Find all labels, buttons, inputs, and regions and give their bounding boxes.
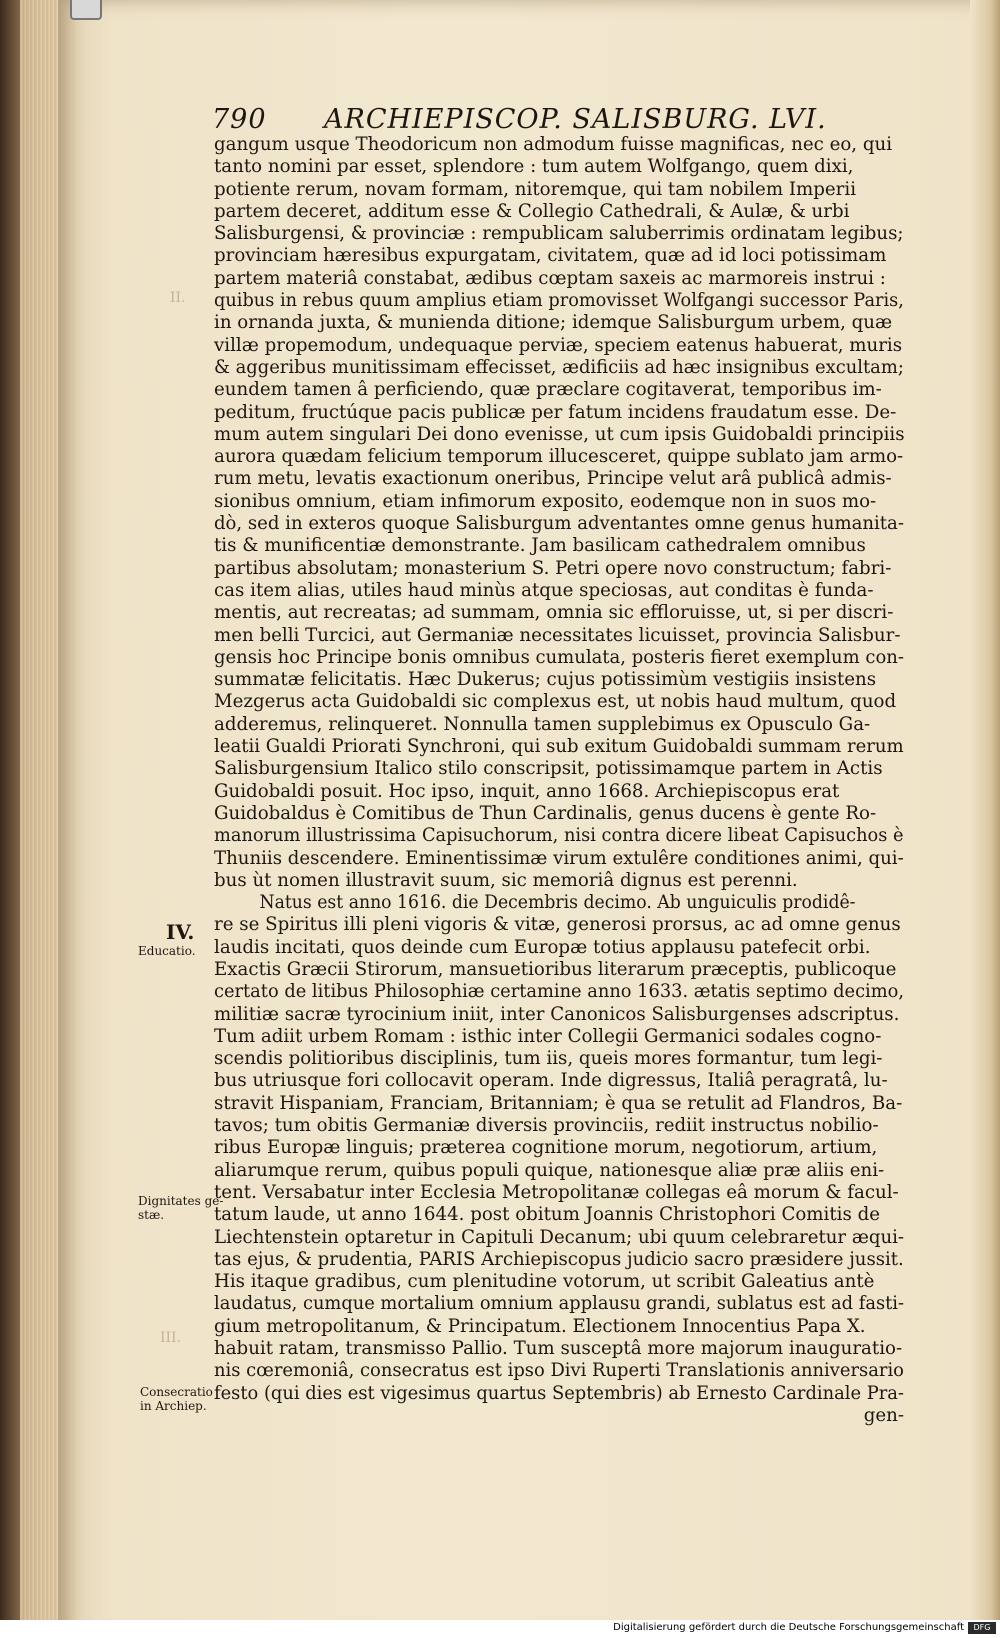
text-line: gensis hoc Principe bonis omnibus cumulata, posteris fieret exemplum con- xyxy=(214,646,904,668)
text-line: aliarumque rerum, quibus populi quique, nationesque aliæ præ aliis eni- xyxy=(214,1159,885,1181)
margin-note-educatio: Educatio. xyxy=(138,944,196,958)
margin-note-dignitates xyxy=(138,1194,223,1222)
text-line: men belli Turcici, aut Germaniæ necessitates licuisset, provincia Salisbur- xyxy=(214,624,901,646)
text-line: laudatus, cumque mortalium omnium applausu grandi, sublatus est ad fasti- xyxy=(214,1293,904,1315)
text-line: bus ùt nomen illustravit suum, sic memoriâ dignus est perenni. xyxy=(214,869,798,891)
text-line: manorum illustrissima Capisuchorum, nisi contra dicere libeat Capisuchos è xyxy=(214,825,904,847)
text-line: Guidobaldus è Comitibus de Thun Cardinalis, genus ducens è gente Ro- xyxy=(214,802,877,824)
text-line: nis cœremoniâ, consecratus est ipso Divi Ruperti Translationis anniversario xyxy=(214,1360,904,1382)
text-line: certato de litibus Philosophiæ certamine anno 1633. ætatis septimo decimo, xyxy=(214,981,905,1003)
dfg-logo: DFG xyxy=(968,1622,996,1634)
text-line: peditum, fructúque pacis publicæ per fatum incidens fraudatum esse. De- xyxy=(214,401,897,423)
text-line: tas ejus, & prudentia, PARIS Archiepiscopus judicio sacro præsidere jussit. xyxy=(214,1248,904,1270)
bleed-through-mark: II. xyxy=(170,290,186,306)
text-line: Liechtenstein optaretur in Capituli Decanum; ubi quum celebraretur æqui- xyxy=(214,1226,905,1248)
footer-credit: Digitalisierung gefördert durch die Deutsche Forschungsgemeinschaft xyxy=(613,1622,964,1633)
page-number: 790 xyxy=(212,104,267,135)
text-line: militiæ sacræ tyrocinium iniit, inter Canonicos Salisburgenses adscriptus. xyxy=(214,1003,900,1025)
body-text xyxy=(214,134,904,1427)
text-line: ribus Europæ linguis; præterea cognitione morum, negotiorum, artium, xyxy=(214,1137,878,1159)
page-right-edge xyxy=(970,0,1000,1638)
text-line: scendis politioribus disciplinis, tum iis, queis mores formantur, tum legi- xyxy=(214,1048,883,1070)
text-line: Mezgerus acta Guidobaldi sic complexus est, ut nobis haud multum, quod xyxy=(214,691,897,713)
text-line: tent. Versabatur inter Ecclesia Metropolitanæ collegas eâ morum & facul- xyxy=(214,1181,899,1203)
text-line: gangum usque Theodoricum non admodum fuisse magnificas, nec eo, qui xyxy=(214,134,893,155)
text-line: Thuniis descendere. Eminentissimæ virum extulêre conditiones animi, qui- xyxy=(214,847,904,869)
text-line: rum metu, levatis exactionum oneribus, Principe velut arâ publicâ admis- xyxy=(214,468,892,490)
margin-note-consecratio xyxy=(140,1385,213,1413)
margin-note-line: Dignitates ge- xyxy=(138,1194,224,1208)
section-number: IV. xyxy=(166,920,195,944)
text-line: mentis, aut recreatas; ad summam, omnia sic effloruisse, ut, si per discri- xyxy=(214,602,894,624)
page-stack-edge xyxy=(20,0,60,1638)
text-line: provinciam hæresibus expurgatam, civitatem, quæ ad id loci potissimam xyxy=(214,245,887,267)
running-title: ARCHIEPISCOP. SALISBURG. LVI. xyxy=(324,104,827,135)
page-header xyxy=(212,104,832,138)
text-line: leatii Gualdi Priorati Synchroni, qui sub exitum Guidobaldi summam rerum xyxy=(214,736,904,758)
text-line: potiente rerum, novam formam, nitoremque, qui tam nobilem Imperii xyxy=(214,178,857,200)
text-line: & aggeribus munitissimam effecisset, ædificiis ad hæc insignibus excultam; xyxy=(214,356,904,378)
text-line: tanto nomini par esset, splendore : tum autem Wolfgango, quem dixi, xyxy=(214,156,854,178)
text-line: villæ propemodum, undequaque perviæ, speciem eatenus habuerat, muris xyxy=(214,334,903,356)
text-line: dò, sed in exteros quoque Salisburgum adventantes omne genus humanita- xyxy=(214,513,904,535)
text-line: quibus in rebus quum amplius etiam promovisset Wolfgangi successor Paris, xyxy=(214,290,904,312)
text-line: partibus absolutam; monasterium S. Petri opere novo constructum; fabri- xyxy=(214,557,892,579)
text-line: bus utriusque fori collocavit operam. Inde digressus, Italiâ peragratâ, lu- xyxy=(214,1070,888,1092)
text-line: Tum adiit urbem Romam : isthic inter Collegii Germanici sodales cogno- xyxy=(214,1025,882,1047)
text-line: cas item alias, utiles haud minùs atque speciosas, aut conditas è funda- xyxy=(214,579,874,601)
page-clip xyxy=(70,0,102,20)
text-line: aurora quædam felicium temporum illucesceret, quippe sublato jam armo- xyxy=(214,446,904,468)
text-line: sionibus omnium, etiam infimorum exposito, eodemque non in suos mo- xyxy=(214,490,877,512)
text-line: summatæ felicitatis. Hæc Dukerus; cujus potissimùm vestigiis insistens xyxy=(214,669,877,691)
margin-note-line: in Archiep. xyxy=(140,1399,207,1413)
margin-note-line: stæ. xyxy=(138,1208,165,1222)
text-line: Natus est anno 1616. die Decembris decimo. Ab unguiculis prodidê- xyxy=(259,892,856,914)
text-line: gium metropolitanum, & Principatum. Electionem Innocentius Papa X. xyxy=(214,1315,866,1337)
text-line: habuit ratam, transmisso Pallio. Tum susceptâ more majorum inauguratio- xyxy=(214,1338,903,1360)
text-line: adderemus, relinqueret. Nonnulla tamen supplebimus ex Opusculo Ga- xyxy=(214,713,871,735)
bleed-through-mark: III. xyxy=(160,1330,182,1346)
margin-note-line: Consecratio xyxy=(140,1385,213,1399)
text-line: mum autem singulari Dei dono evenisse, ut cum ipsis Guidobaldi principiis xyxy=(214,423,905,445)
text-line: His itaque gradibus, cum plenitudine votorum, ut scribit Galeatius antè xyxy=(214,1271,875,1293)
text-line: partem materiâ constabat, ædibus cœptam saxeis ac marmoreis instrui : xyxy=(214,267,886,289)
text-line: re se Spiritus illi pleni vigoris & vitæ, generosi prorsus, ac ad omne genus xyxy=(214,914,901,936)
text-line: eundem tamen â perficiendo, quæ præclare cogitaverat, temporibus im- xyxy=(214,379,882,401)
text-line: stravit Hispaniam, Franciam, Britanniam; è qua se retulit ad Flandros, Ba- xyxy=(214,1092,903,1114)
text-line: Guidobaldi posuit. Hoc ipso, inquit, anno 1668. Archiepiscopus erat xyxy=(214,780,840,802)
text-line: in ornanda juxta, & munienda ditione; idemque Salisburgum urbem, quæ xyxy=(214,312,893,334)
text-line: tatum laude, ut anno 1644. post obitum Joannis Christophori Comitis de xyxy=(214,1204,881,1226)
text-line: tis & munificentiæ demonstrante. Jam basilicam cathedralem omnibus xyxy=(214,535,866,557)
text-line: Salisburgensi, & provinciæ : rempublicam saluberrimis ordinatam legibus; xyxy=(214,223,904,245)
text-line: Exactis Græcii Stirorum, mansuetioribus literarum præceptis, publicoque xyxy=(214,958,897,980)
text-line: laudis incitati, quos deinde cum Europæ totius applausu patefecit orbi. xyxy=(214,936,871,958)
text-line: partem deceret, additum esse & Collegio Cathedrali, & Aulæ, & urbi xyxy=(214,200,850,222)
text-line: festo (qui dies est vigesimus quartus Septembris) ab Ernesto Cardinale Pra- xyxy=(214,1382,904,1404)
text-line: gen- xyxy=(863,1404,904,1426)
text-line: Salisburgensium Italico stilo conscripsit, potissimamque partem in Actis xyxy=(214,758,883,780)
text-line: tavos; tum obitis Germaniæ diversis provinciis, rediit instructus nobilio- xyxy=(214,1115,879,1137)
